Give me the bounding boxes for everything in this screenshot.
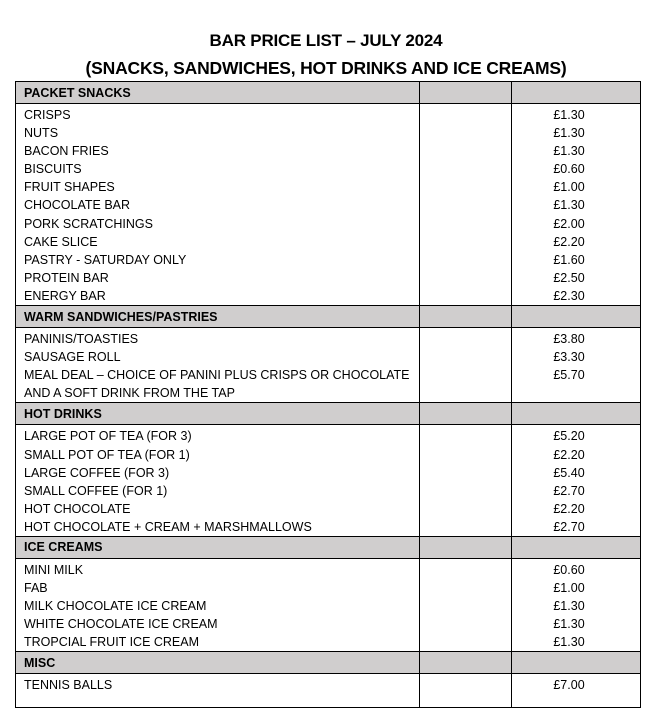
- section-empty-cell: [512, 403, 641, 425]
- item-price: £0.60: [512, 558, 641, 579]
- item-name: ENERGY BAR: [16, 287, 420, 306]
- item-price: £5.20: [512, 425, 641, 446]
- table-row: [16, 328, 641, 349]
- table-row: [16, 674, 641, 695]
- item-price: £1.30: [512, 597, 641, 615]
- item-empty-cell: [420, 558, 512, 579]
- item-name: FAB: [16, 579, 420, 597]
- item-price: £2.50: [512, 269, 641, 287]
- item-empty-cell: [420, 178, 512, 196]
- spacer-cell: [420, 695, 512, 708]
- section-header-row: [16, 652, 641, 674]
- table-row: [16, 597, 641, 615]
- table-row: [16, 366, 641, 384]
- item-price: £1.00: [512, 178, 641, 196]
- table-row: [16, 269, 641, 287]
- item-name: CHOCOLATE BAR: [16, 196, 420, 214]
- section-empty-cell: [512, 82, 641, 104]
- table-row: [16, 348, 641, 366]
- item-price: £1.30: [512, 196, 641, 214]
- item-empty-cell: [420, 269, 512, 287]
- item-name: TROPCIAL FRUIT ICE CREAM: [16, 633, 420, 652]
- item-name: BACON FRIES: [16, 142, 420, 160]
- item-name: SAUSAGE ROLL: [16, 348, 420, 366]
- item-name: SMALL COFFEE (FOR 1): [16, 482, 420, 500]
- table-row: [16, 500, 641, 518]
- item-name: PASTRY - SATURDAY ONLY: [16, 251, 420, 269]
- table-row: [16, 384, 641, 403]
- item-empty-cell: [420, 348, 512, 366]
- item-name: CRISPS: [16, 104, 420, 125]
- item-price: £3.80: [512, 328, 641, 349]
- item-empty-cell: [420, 500, 512, 518]
- table-row: [16, 425, 641, 446]
- item-empty-cell: [420, 196, 512, 214]
- item-empty-cell: [420, 160, 512, 178]
- section-header-row: [16, 306, 641, 328]
- table-row: [16, 287, 641, 306]
- section-empty-cell: [420, 306, 512, 328]
- item-empty-cell: [420, 633, 512, 652]
- spacer-cell: [16, 695, 420, 708]
- item-price: £1.30: [512, 615, 641, 633]
- item-name: MINI MILK: [16, 558, 420, 579]
- item-empty-cell: [420, 518, 512, 537]
- document-title: BAR PRICE LIST – JULY 2024: [209, 31, 443, 50]
- item-price: £2.00: [512, 215, 641, 233]
- item-name: MEAL DEAL – CHOICE OF PANINI PLUS CRISPS OR CHOCOLATE: [16, 366, 420, 384]
- item-name: MILK CHOCOLATE ICE CREAM: [16, 597, 420, 615]
- section-empty-cell: [420, 403, 512, 425]
- item-price: £2.30: [512, 287, 641, 306]
- item-name: HOT CHOCOLATE + CREAM + MARSHMALLOWS: [16, 518, 420, 537]
- section-name: WARM SANDWICHES/PASTRIES: [16, 306, 420, 328]
- item-empty-cell: [420, 328, 512, 349]
- item-name: LARGE POT OF TEA (FOR 3): [16, 425, 420, 446]
- item-empty-cell: [420, 124, 512, 142]
- table-row: [16, 558, 641, 579]
- table-row: [16, 215, 641, 233]
- table-row: [16, 615, 641, 633]
- section-empty-cell: [420, 82, 512, 104]
- item-empty-cell: [420, 615, 512, 633]
- item-name: BISCUITS: [16, 160, 420, 178]
- item-name: PORK SCRATCHINGS: [16, 215, 420, 233]
- item-empty-cell: [420, 446, 512, 464]
- item-price: £2.70: [512, 482, 641, 500]
- item-price: [512, 384, 641, 403]
- table-row: [16, 464, 641, 482]
- item-name: PANINIS/TOASTIES: [16, 328, 420, 349]
- section-header-row: [16, 536, 641, 558]
- spacer-cell: [512, 695, 641, 708]
- item-price: £1.30: [512, 633, 641, 652]
- item-name: SMALL POT OF TEA (FOR 1): [16, 446, 420, 464]
- item-price: £1.30: [512, 124, 641, 142]
- item-price: £1.00: [512, 579, 641, 597]
- item-name: TENNIS BALLS: [16, 674, 420, 695]
- item-name: PROTEIN BAR: [16, 269, 420, 287]
- section-header-row: [16, 403, 641, 425]
- item-empty-cell: [420, 287, 512, 306]
- item-empty-cell: [420, 384, 512, 403]
- item-price: £2.20: [512, 233, 641, 251]
- table-row: [16, 482, 641, 500]
- item-empty-cell: [420, 215, 512, 233]
- section-header-row: [16, 82, 641, 104]
- item-price: £3.30: [512, 348, 641, 366]
- item-empty-cell: [420, 674, 512, 695]
- item-empty-cell: [420, 251, 512, 269]
- item-name: AND A SOFT DRINK FROM THE TAP: [16, 384, 420, 403]
- item-price: £1.30: [512, 104, 641, 125]
- item-name: NUTS: [16, 124, 420, 142]
- item-empty-cell: [420, 597, 512, 615]
- table-row: [16, 579, 641, 597]
- item-price: £1.30: [512, 142, 641, 160]
- item-empty-cell: [420, 425, 512, 446]
- section-empty-cell: [512, 306, 641, 328]
- item-empty-cell: [420, 482, 512, 500]
- table-bottom-spacer: [16, 695, 641, 708]
- item-price: £5.70: [512, 366, 641, 384]
- item-name: FRUIT SHAPES: [16, 178, 420, 196]
- table-row: [16, 142, 641, 160]
- section-empty-cell: [512, 652, 641, 674]
- price-table: [15, 81, 641, 708]
- document-subtitle: (SNACKS, SANDWICHES, HOT DRINKS AND ICE CREAMS): [85, 58, 567, 78]
- item-name: LARGE COFFEE (FOR 3): [16, 464, 420, 482]
- item-name: CAKE SLICE: [16, 233, 420, 251]
- table-row: [16, 196, 641, 214]
- table-row: [16, 178, 641, 196]
- item-empty-cell: [420, 366, 512, 384]
- table-row: [16, 251, 641, 269]
- item-price: £5.40: [512, 464, 641, 482]
- table-row: [16, 633, 641, 652]
- section-empty-cell: [420, 536, 512, 558]
- section-name: MISC: [16, 652, 420, 674]
- section-empty-cell: [512, 536, 641, 558]
- table-row: [16, 124, 641, 142]
- item-price: £2.20: [512, 500, 641, 518]
- table-row: [16, 104, 641, 125]
- section-name: PACKET SNACKS: [16, 82, 420, 104]
- item-price: £0.60: [512, 160, 641, 178]
- section-name: HOT DRINKS: [16, 403, 420, 425]
- section-name: ICE CREAMS: [16, 536, 420, 558]
- item-price: £7.00: [512, 674, 641, 695]
- item-empty-cell: [420, 104, 512, 125]
- item-name: HOT CHOCOLATE: [16, 500, 420, 518]
- table-row: [16, 446, 641, 464]
- table-row: [16, 160, 641, 178]
- table-row: [16, 233, 641, 251]
- item-empty-cell: [420, 579, 512, 597]
- item-price: £2.20: [512, 446, 641, 464]
- item-price: £2.70: [512, 518, 641, 537]
- section-empty-cell: [420, 652, 512, 674]
- item-name: WHITE CHOCOLATE ICE CREAM: [16, 615, 420, 633]
- item-empty-cell: [420, 464, 512, 482]
- item-price: £1.60: [512, 251, 641, 269]
- table-row: [16, 518, 641, 537]
- item-empty-cell: [420, 233, 512, 251]
- item-empty-cell: [420, 142, 512, 160]
